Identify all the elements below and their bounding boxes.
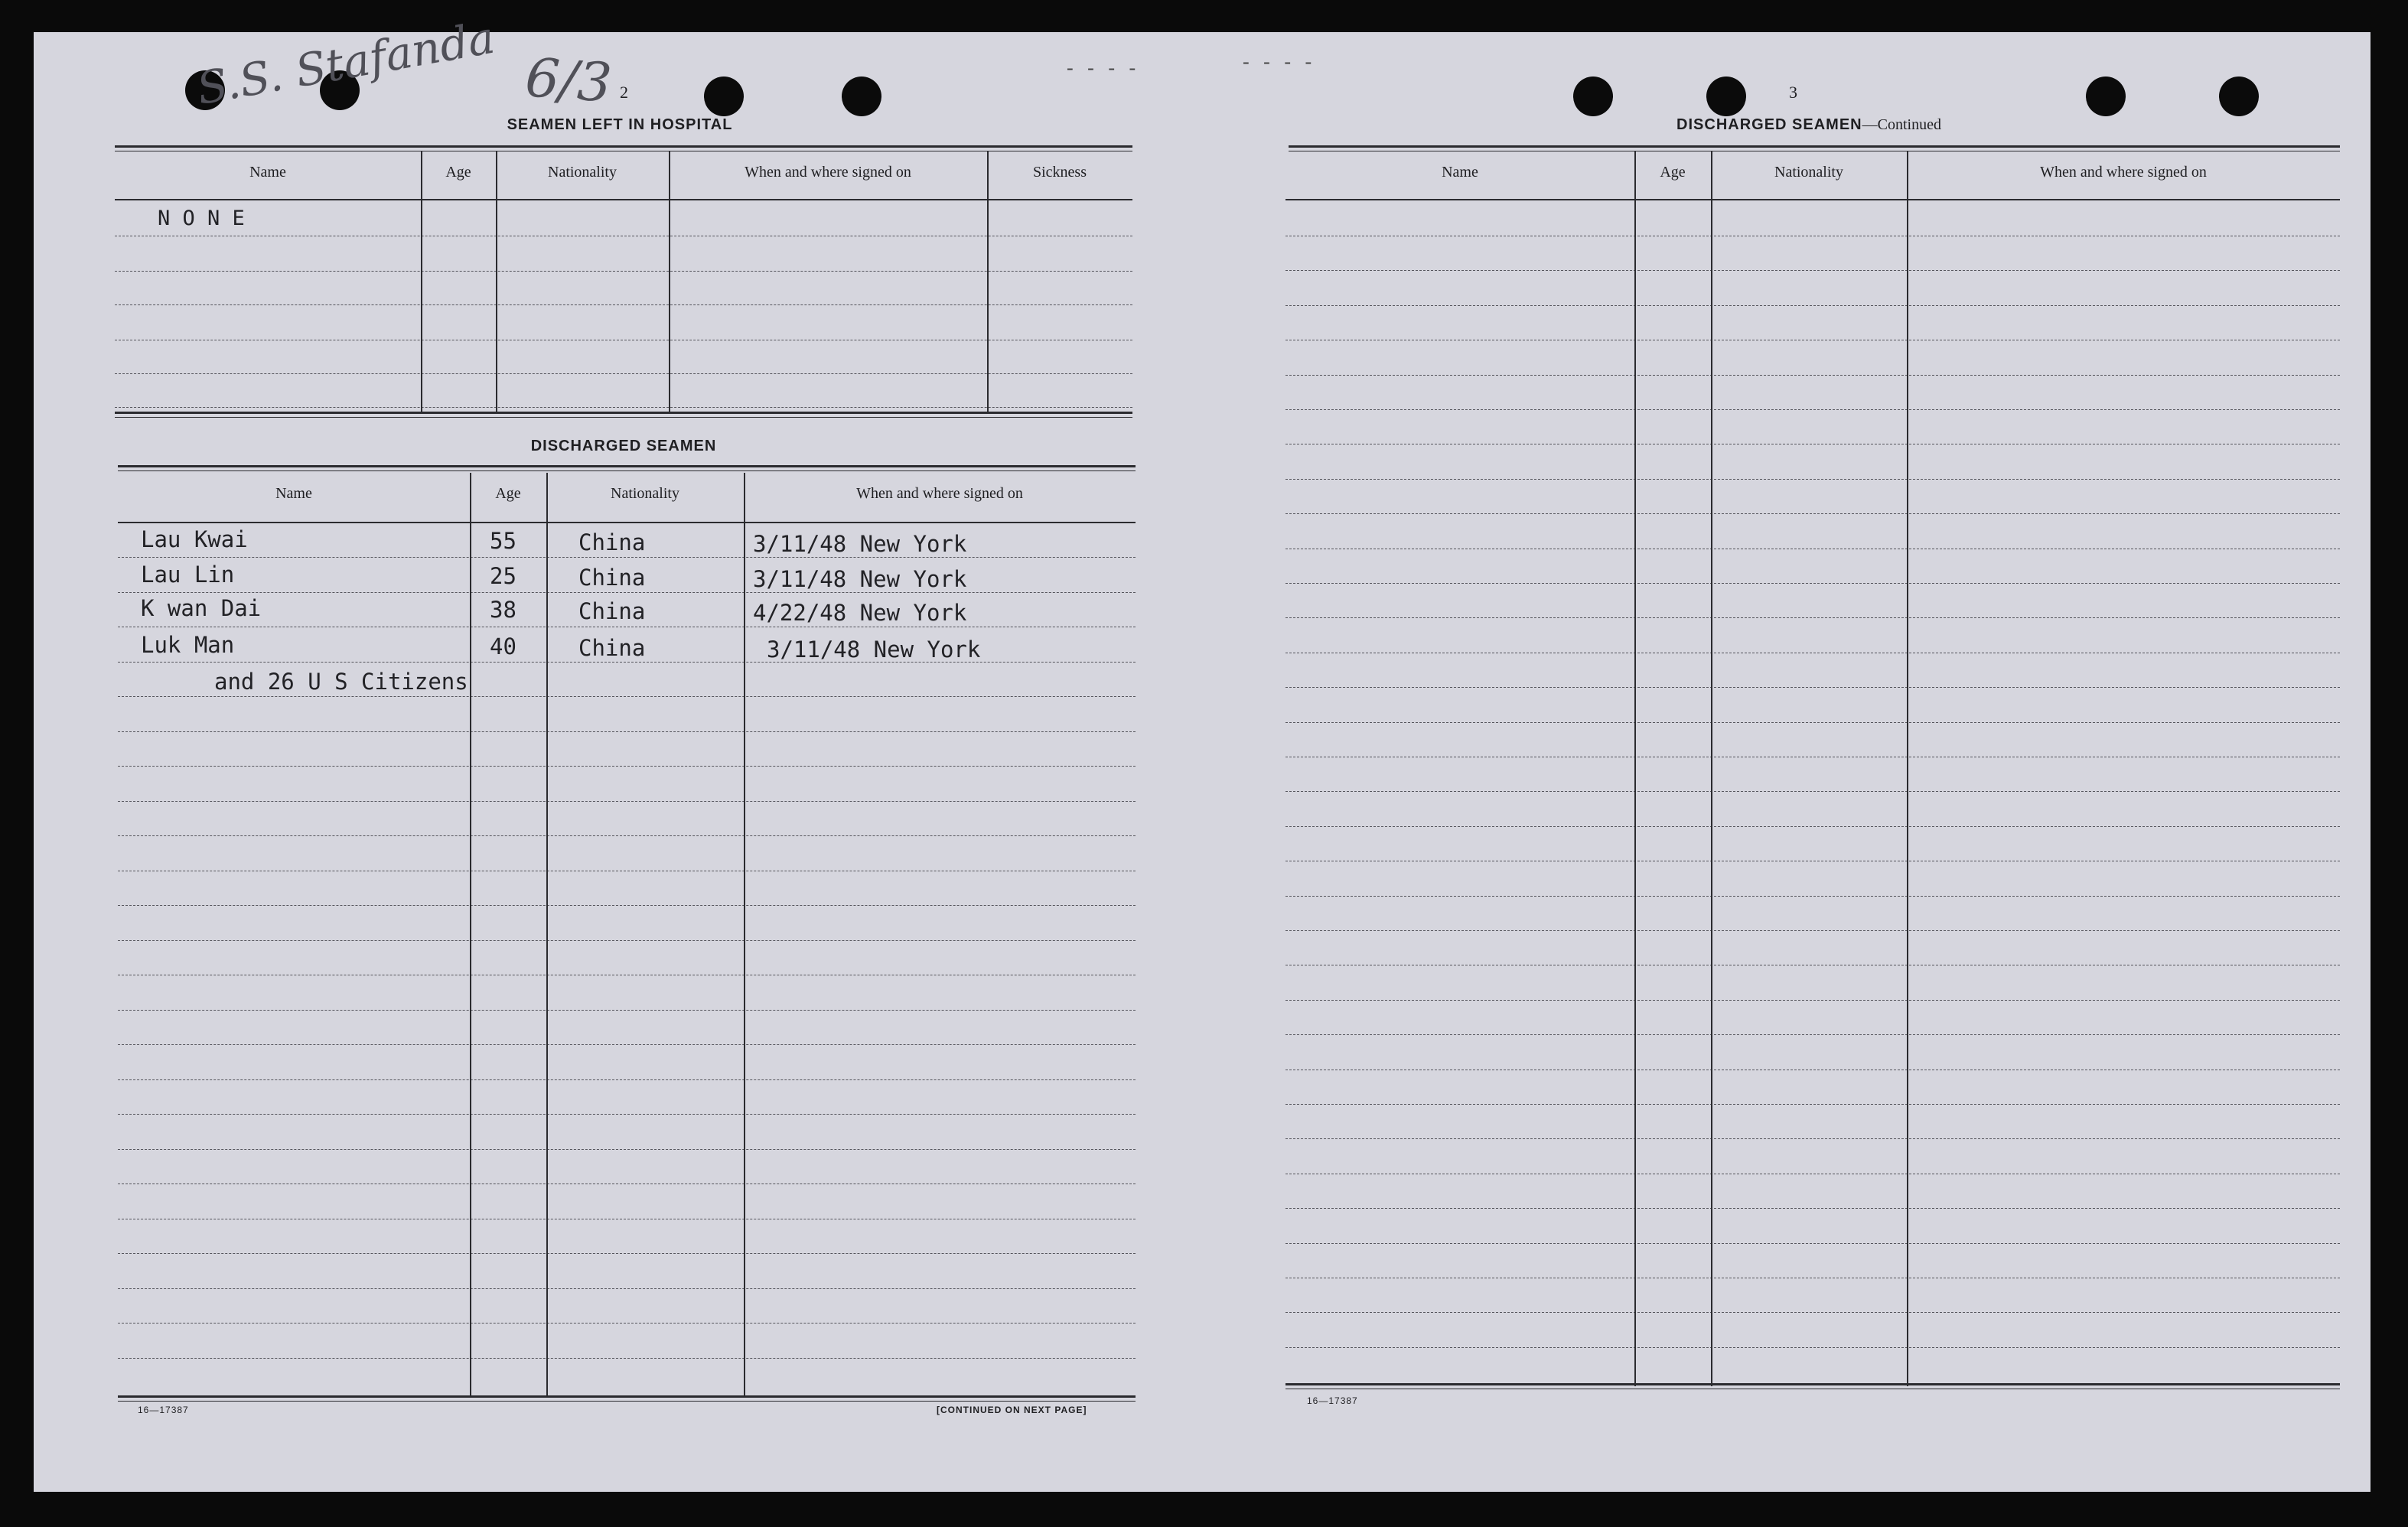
- row-rule: [118, 696, 1136, 697]
- row-rule: [1285, 409, 2340, 410]
- row-rule: [1285, 1138, 2340, 1139]
- right-section-title-main: DISCHARGED SEAMEN: [1676, 116, 1862, 133]
- seaman-name: K wan Dai: [141, 595, 262, 621]
- seaman-age: 40: [490, 633, 516, 659]
- row-rule: [1285, 617, 2340, 618]
- right-section-title: [1289, 116, 2329, 134]
- seaman-signed-on: 3/11/48 New York: [753, 531, 967, 557]
- row-rule: [1285, 513, 2340, 514]
- hospital-column-divider: [669, 151, 670, 412]
- row-rule: [118, 1149, 1136, 1150]
- hospital-row-rule: [115, 304, 1132, 305]
- row-rule: [1285, 583, 2340, 584]
- row-rule: [1285, 375, 2340, 376]
- discharged-section-title: DISCHARGED SEAMEN: [530, 438, 717, 454]
- discharged-note: and 26 U S Citizens: [214, 669, 468, 695]
- right-header-rule: [1285, 199, 2340, 200]
- seaman-age: 25: [490, 563, 516, 589]
- hospital-row-rule: [115, 373, 1132, 374]
- row-rule: [1285, 1347, 2340, 1348]
- seaman-name: Luk Man: [141, 632, 235, 658]
- row-rule: [1285, 1208, 2340, 1209]
- row-rule: [1285, 1104, 2340, 1105]
- row-rule: [118, 1253, 1136, 1254]
- form-number-left: 16—17387: [138, 1405, 189, 1415]
- handwritten-vessel-name: S.S. Stafanda: [193, 11, 499, 116]
- right-header-name: Name: [1442, 164, 1478, 181]
- row-rule: [1285, 930, 2340, 931]
- punch-hole: [704, 77, 744, 116]
- row-rule: [1285, 479, 2340, 480]
- hospital-header-nationality: Nationality: [548, 164, 617, 181]
- document-sheet: [34, 11, 2371, 1492]
- row-rule: [118, 766, 1136, 767]
- row-rule: [1285, 791, 2340, 792]
- row-rule: [1285, 896, 2340, 897]
- row-rule: [118, 1323, 1136, 1324]
- seaman-nationality: China: [578, 635, 646, 661]
- row-rule: [118, 1114, 1136, 1115]
- discharged-header-name: Name: [275, 485, 312, 502]
- right-header-age: Age: [1660, 164, 1686, 181]
- row-rule: [118, 835, 1136, 836]
- hospital-row-rule: [115, 271, 1132, 272]
- row-rule: [118, 1079, 1136, 1080]
- row-rule: [1285, 826, 2340, 827]
- hospital-entry: N O N E: [158, 207, 245, 230]
- hospital-column-divider: [987, 151, 989, 412]
- punch-hole: [2219, 77, 2259, 116]
- right-section-title-suffix: —Continued: [1862, 116, 1941, 133]
- right-column-divider: [1907, 151, 1908, 1386]
- row-rule: [118, 662, 1136, 663]
- row-rule: [118, 940, 1136, 941]
- form-number-right: 16—17387: [1307, 1395, 1358, 1406]
- discharged-column-divider: [546, 473, 548, 1395]
- handwritten-date: 6/3: [523, 46, 614, 115]
- hospital-header-name: Name: [249, 164, 286, 181]
- discharged-column-divider: [470, 473, 471, 1395]
- hospital-header-age: Age: [445, 164, 471, 181]
- right-header-signed-on: When and where signed on: [2040, 164, 2207, 181]
- hospital-section-title: SEAMEN LEFT IN HOSPITAL: [507, 116, 733, 133]
- hospital-header-sickness: Sickness: [1033, 164, 1087, 181]
- page-number-right: 3: [1789, 83, 1797, 102]
- stray-marks: - - - -: [1067, 57, 1141, 79]
- row-rule: [118, 1010, 1136, 1011]
- hospital-bottom-rule: [115, 412, 1132, 414]
- right-top-rule: [1289, 145, 2340, 148]
- seaman-age: 38: [490, 597, 516, 623]
- row-rule: [1285, 1312, 2340, 1313]
- row-rule: [118, 1044, 1136, 1045]
- punch-hole: [2086, 77, 2126, 116]
- seaman-signed-on: 3/11/48 New York: [753, 566, 967, 592]
- row-rule: [118, 731, 1136, 732]
- row-rule: [1285, 305, 2340, 306]
- right-column-divider: [1711, 151, 1712, 1386]
- punch-hole: [1573, 77, 1613, 116]
- seaman-nationality: China: [578, 529, 646, 555]
- discharged-header-nationality: Nationality: [611, 485, 679, 502]
- row-rule: [1285, 722, 2340, 723]
- row-rule: [1285, 1243, 2340, 1244]
- discharged-header-age: Age: [495, 485, 521, 502]
- hospital-header-rule: [115, 199, 1132, 200]
- row-rule: [118, 801, 1136, 802]
- hospital-header-signed-on: When and where signed on: [745, 164, 911, 181]
- right-column-divider: [1634, 151, 1636, 1386]
- stray-marks: - - - -: [1243, 50, 1317, 73]
- right-bottom-rule: [1285, 1383, 2340, 1385]
- punch-hole: [842, 77, 881, 116]
- discharged-bottom-rule: [118, 1395, 1136, 1398]
- hospital-top-rule: [115, 145, 1132, 148]
- hospital-column-divider: [496, 151, 497, 412]
- row-rule: [118, 592, 1136, 593]
- discharged-column-divider: [744, 473, 745, 1395]
- page-number-left: 2: [620, 83, 628, 102]
- seaman-nationality: China: [578, 565, 646, 591]
- seaman-name: Lau Kwai: [141, 526, 248, 552]
- continued-note: [CONTINUED ON NEXT PAGE]: [937, 1405, 1087, 1415]
- seaman-name: Lau Lin: [141, 562, 235, 588]
- seaman-nationality: China: [578, 598, 646, 624]
- discharged-top-rule: [118, 465, 1136, 467]
- row-rule: [1285, 687, 2340, 688]
- seaman-signed-on: 4/22/48 New York: [753, 600, 967, 626]
- seaman-age: 55: [490, 528, 516, 554]
- punch-hole: [1706, 77, 1746, 116]
- discharged-header-rule: [118, 522, 1136, 523]
- row-rule: [118, 1288, 1136, 1289]
- row-rule: [1285, 1034, 2340, 1035]
- discharged-header-signed-on: When and where signed on: [856, 485, 1023, 502]
- row-rule: [118, 557, 1136, 558]
- seaman-signed-on: 3/11/48 New York: [767, 637, 981, 663]
- hospital-column-divider: [421, 151, 422, 412]
- right-header-nationality: Nationality: [1774, 164, 1843, 181]
- row-rule: [118, 1358, 1136, 1359]
- row-rule: [118, 905, 1136, 906]
- hospital-row-rule: [115, 407, 1132, 408]
- row-rule: [1285, 270, 2340, 271]
- row-rule: [1285, 1000, 2340, 1001]
